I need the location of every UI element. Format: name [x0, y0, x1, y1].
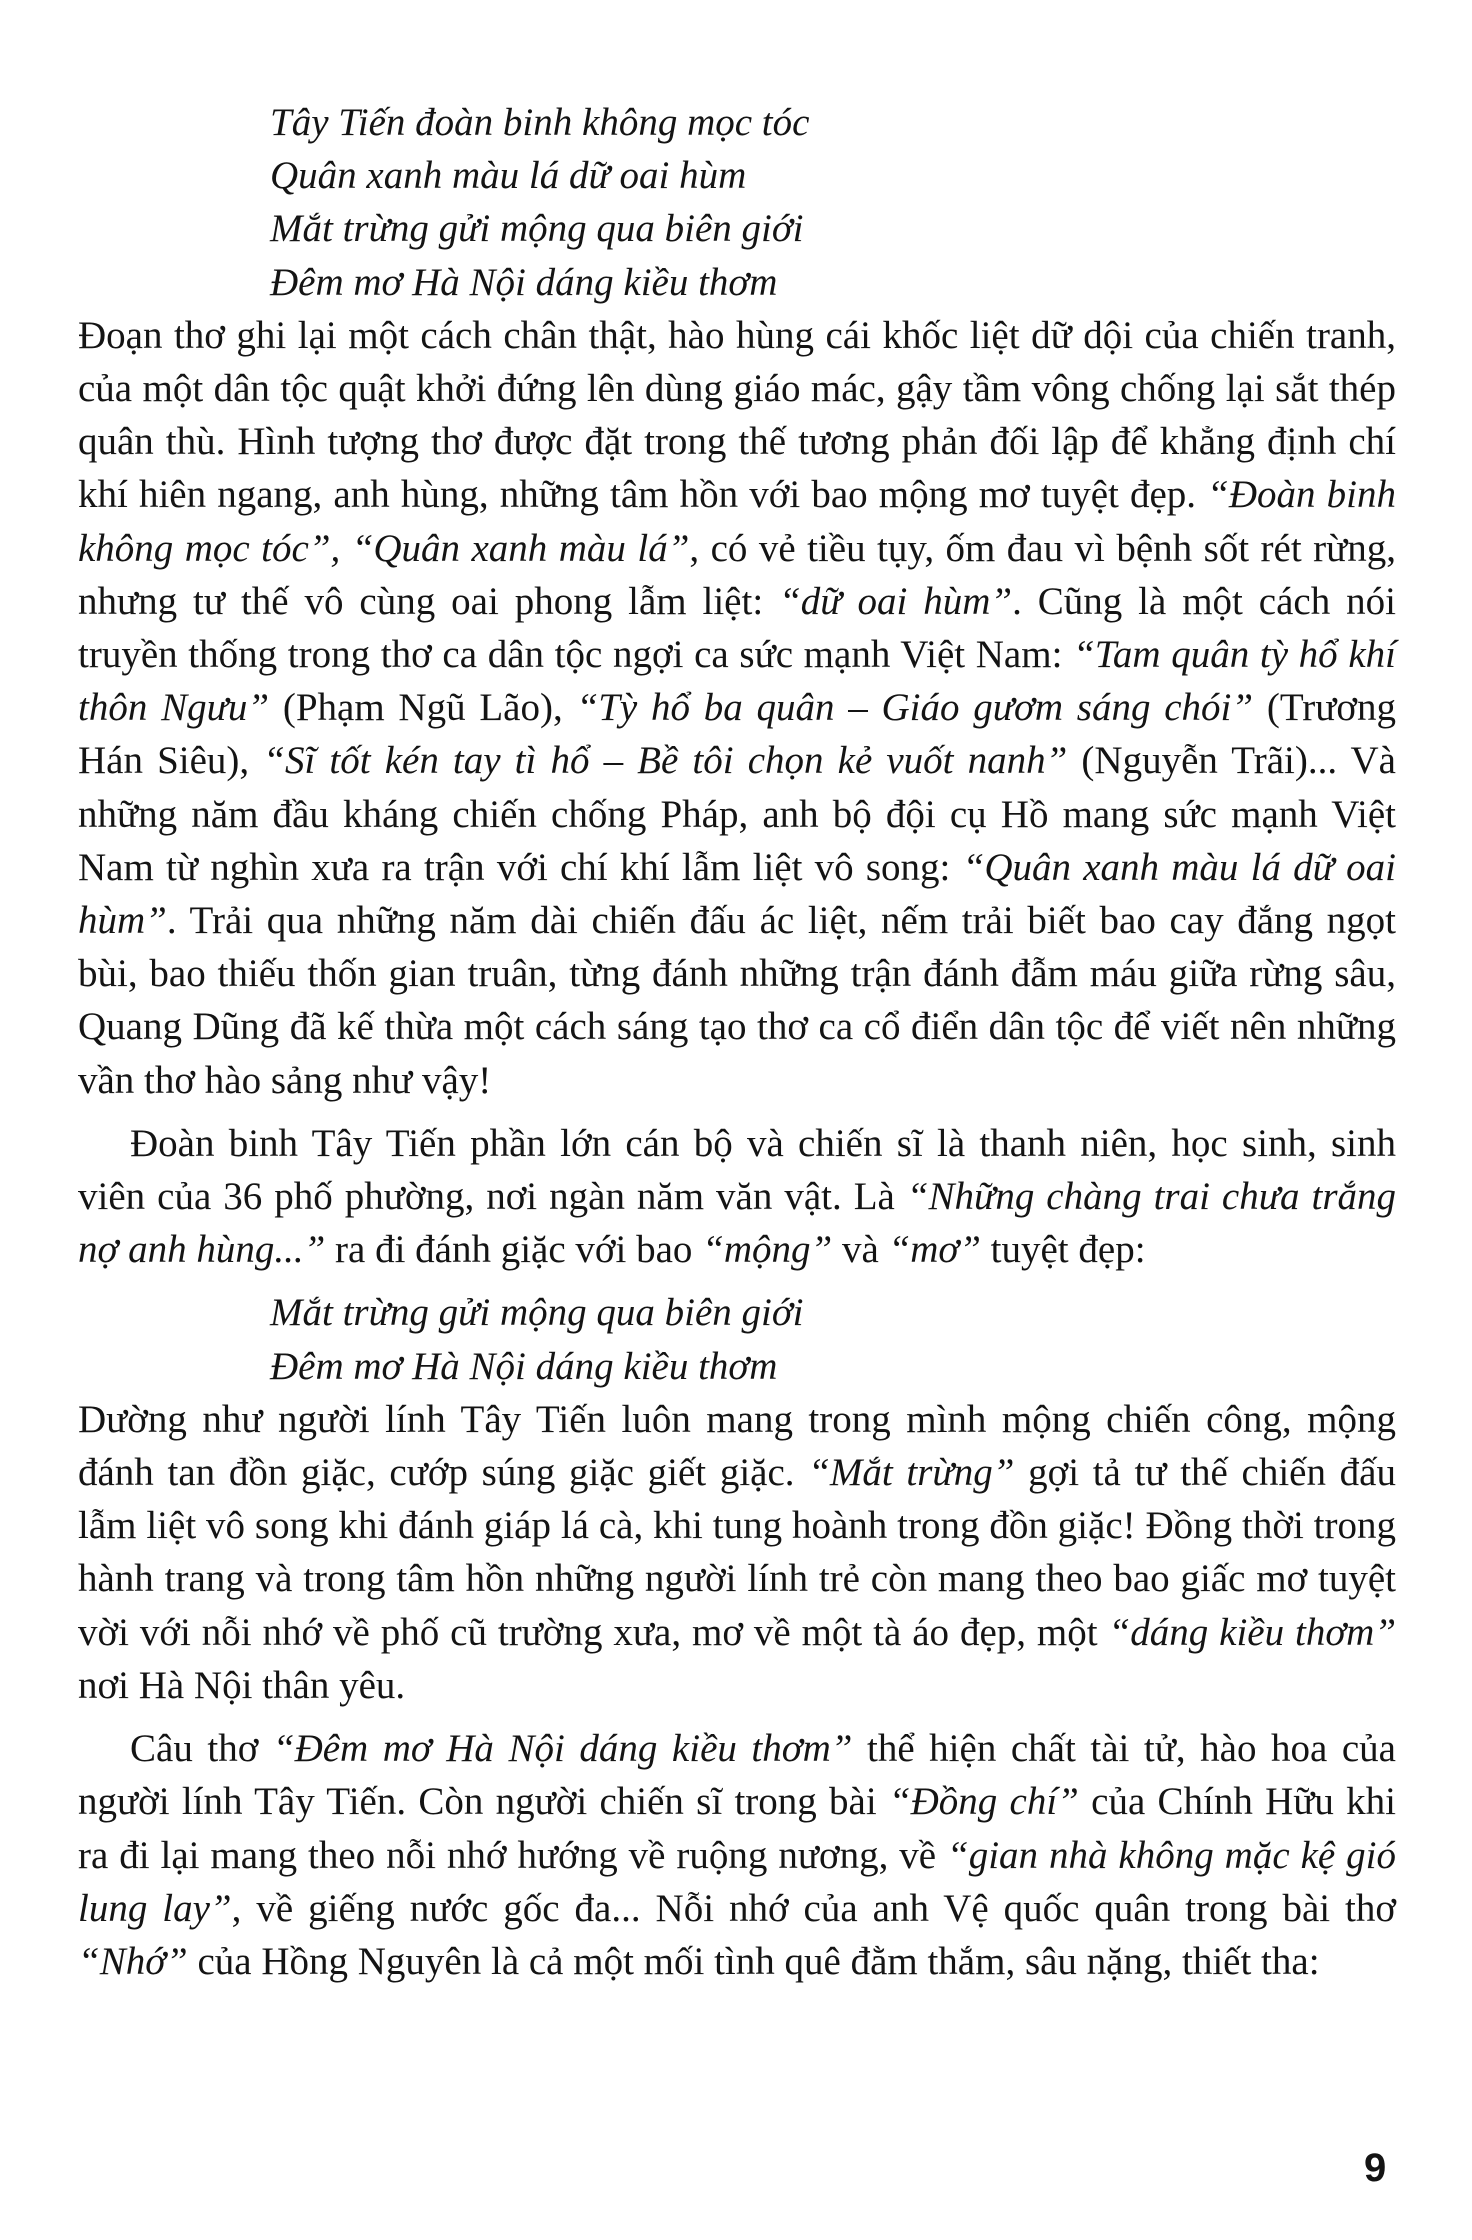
text-run: nơi Hà Nội thân yêu.: [78, 1663, 406, 1707]
paragraph-4: [78, 1722, 1396, 1988]
text-run: Dường như người lính Tây Tiến luôn mang trong mình mộng chiến công, mộng đánh tan đồn giặc, cướp súng giặc giết giặc.: [78, 1397, 1396, 1495]
quote: “Quân xanh màu lá dữ oai hùm”: [78, 845, 1396, 943]
paragraph-2: [78, 1117, 1396, 1277]
quote: “Nhớ”: [78, 1939, 188, 1983]
text-run: , về giếng nước gốc đa... Nỗi nhớ của anh Vệ quốc quân trong bài thơ: [231, 1886, 1396, 1930]
quote: “Đêm mơ Hà Nội dáng kiều thơm”: [272, 1727, 853, 1771]
text-run: thể hiện chất tài tử, hào hoa của người lính Tây Tiến. Còn người chiến sĩ trong bài: [78, 1727, 1396, 1824]
quote: “dáng kiều thơm”: [1108, 1610, 1397, 1654]
text-run: (Trương Hán Siêu),: [78, 686, 1397, 783]
text-run: , có vẻ tiều tụy, ốm đau vì bệnh sốt rét rừng, nhưng tư thế vô cùng oai phong lẫm liệt:: [78, 526, 1396, 623]
text-run: ra đi đánh giặc với bao: [325, 1228, 703, 1272]
text-run: (Phạm Ngũ Lão),: [269, 686, 577, 730]
text-run: Câu thơ: [130, 1727, 273, 1771]
page-content: [78, 96, 1396, 1988]
text-run: . Trải qua những năm dài chiến đấu ác liệt, nếm trải biết bao cay đắng ngọt bùi, bao thiếu thốn gian truân, từng đánh những trận đánh đẫm máu giữa rừng sâu, Quang Dũng đã kế thừa một cách sáng tạo thơ ca cổ điển dân tộc để viết nên những vần thơ hào sảng như vậy!: [78, 899, 1396, 1102]
text-run: (Nguyễn Trãi)... Và những năm đầu kháng chiến chống Pháp, anh bộ đội cụ Hồ mang sức mạnh Việt Nam từ nghìn xưa ra trận với chí khí lẫm liệt vô song:: [78, 739, 1396, 889]
text-run: của Hồng Nguyên là cả một mối tình quê đằm thắm, sâu nặng, thiết tha:: [187, 1939, 1320, 1983]
page-number: 9: [1364, 2146, 1387, 2190]
verse-line: Tây Tiến đoàn binh không mọc tóc: [270, 101, 810, 144]
text-run: và: [832, 1228, 889, 1272]
text-run: gợi tả tư thế chiến đấu lẫm liệt vô song khi đánh giáp lá cà, khi tung hoành trong đồn giặc! Đồng thời trong hành trang và trong tâm hồn những người lính trẻ còn mang theo bao giấc mơ tuyệt vời với nỗi nhớ về phố cũ trường xưa, mơ về một tà áo đẹp, một: [78, 1451, 1396, 1654]
quote: “mơ”: [888, 1228, 981, 1272]
verse-line: Quân xanh màu lá dữ oai hùm: [270, 154, 747, 198]
text-run: . Cũng là một cách nói truyền thống trong thơ ca dân tộc ngợi ca sức mạnh Việt Nam:: [78, 579, 1396, 677]
verse-line: Mắt trừng gửi mộng qua biên giới: [270, 207, 804, 251]
text-run: của Chính Hữu khi ra đi lại mang theo nỗi nhớ hướng về ruộng nương, về: [78, 1780, 1396, 1877]
quote: “Đoàn binh không mọc tóc”, “Quân xanh màu lá”: [78, 473, 1396, 570]
quote: “Đồng chí”: [888, 1780, 1079, 1824]
verse-block-1: [78, 96, 1396, 309]
paragraph-1: [78, 309, 1396, 1107]
verse-block-2: [78, 1286, 1396, 1392]
quote: “Tam quân tỳ hổ khí thôn Ngưu”: [78, 633, 1396, 730]
quote: “Mắt trừng”: [808, 1451, 1015, 1495]
paragraph-3: [78, 1393, 1396, 1712]
quote: “Sĩ tốt kén tay tì hổ – Bề tôi chọn kẻ vuốt nanh”: [263, 739, 1068, 783]
quote: “Tỳ hổ ba quân – Giáo gươm sáng chói”: [576, 686, 1254, 730]
quote: “gian nhà không mặc kệ gió lung lay”: [78, 1833, 1396, 1930]
quote: “mộng”: [702, 1228, 833, 1272]
text-run: Đoạn thơ ghi lại một cách chân thật, hào hùng cái khốc liệt dữ dội của chiến tranh, của một dân tộc quật khởi đứng lên dùng giáo mác, gậy tầm vông chống lại sắt thép quân thù. Hình tượng thơ được đặt trong thế tương phản đối lập để khẳng định chí khí hiên ngang, anh hùng, những tâm hồn với bao mộng mơ tuyệt đẹp.: [78, 313, 1396, 517]
verse-line: Đêm mơ Hà Nội dáng kiều thơm: [270, 1344, 778, 1388]
verse-line: Mắt trừng gửi mộng qua biên giới: [270, 1291, 804, 1335]
text-run: Đoàn binh Tây Tiến phần lớn cán bộ và chiến sĩ là thanh niên, học sinh, sinh viên của 36 phố phường, nơi ngàn năm văn vật. Là: [78, 1121, 1396, 1219]
quote: “Những chàng trai chưa trắng nợ anh hùng...”: [78, 1175, 1396, 1272]
verse-line: Đêm mơ Hà Nội dáng kiều thơm: [270, 260, 778, 304]
text-run: tuyệt đẹp:: [980, 1228, 1146, 1272]
quote: “dữ oai hùm”: [779, 579, 1013, 623]
